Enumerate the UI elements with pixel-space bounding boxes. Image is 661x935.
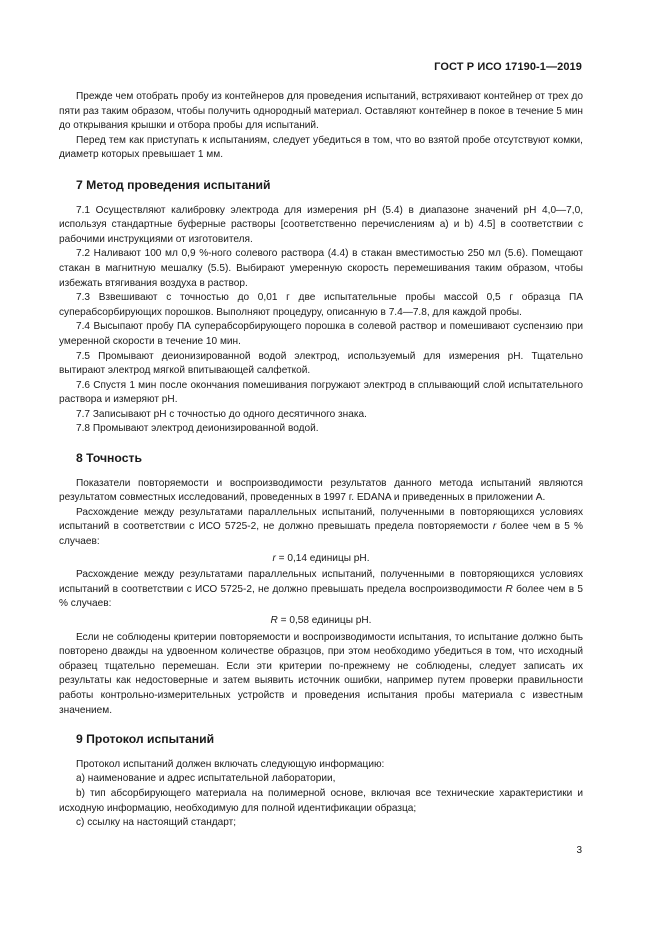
clause-7-1: 7.1 Осуществляют калибровку электрода для измерения pH (5.4) в диапазоне значений pH 4,0—7,0, используя стандартные буферные растворы [соответственно перечислениям а) и b) 4.5] в соответствии с рабочими инструкциями от изготовителя. bbox=[59, 204, 583, 245]
report-item-c: c) ссылку на настоящий стандарт; bbox=[76, 817, 237, 829]
clause-7-8: 7.8 Промывают электрод деионизированной водой. bbox=[76, 423, 319, 435]
section-7-heading: 7 Метод проведения испытаний bbox=[76, 177, 271, 192]
document-body bbox=[59, 90, 583, 831]
precision-paragraph-4: Если не соблюдены критерии повторяемости и воспроизводимости испытания, то испытание должно быть повторено дважды на удвоенном количестве образцов, при этом необходимо убедиться в том, что исходный образец тщательно перемешан. Если эти критерии по-прежнему не соблюдены, следует записать их результаты как недостоверные и затем выявить источник ошибки, например путем проверки правильности работы контрольно-измерительных устройств и проведения испытания пробы материала с известным значением. bbox=[59, 631, 583, 716]
reproducibility-paragraph: Расхождение между результатами параллельных испытаний, полученными в повторяющихся условиях испытаний в соответствии с ИСО 5725-2, не должно превышать предела воспроизводимости R более чем в 5 % случаев: bbox=[59, 569, 583, 610]
report-lead: Протокол испытаний должен включать следующую информацию: bbox=[76, 758, 385, 770]
clause-7-2: 7.2 Наливают 100 мл 0,9 %-ного солевого раствора (4.4) в стакан вместимостью 250 мл (5.6). Помещают стакан в магнитную мешалку (5.5). Выбирают умеренную скорость перемешивания таким образом, чтобы избежать втягивания воздуха в раствор. bbox=[59, 248, 583, 289]
repeatability-formula: r = 0,14 единицы pH. bbox=[272, 552, 370, 564]
repeatability-paragraph: Расхождение между результатами параллельных испытаний, полученными в повторяющихся условиях испытаний в соответствии с ИСО 5725-2, не должно превышать предела повторяемости r более чем в 5 % случаев: bbox=[59, 506, 583, 548]
intro-paragraph-2: Перед тем как приступать к испытаниям, следует убедиться в том, что во взятой пробе отсутствуют комки, диаметр которых превышает 1 мм. bbox=[59, 134, 583, 161]
section-9-heading: 9 Протокол испытаний bbox=[76, 732, 215, 747]
standard-code: ГОСТ Р ИСО 17190-1—2019 bbox=[434, 61, 582, 73]
section-8-heading: 8 Точность bbox=[76, 451, 142, 466]
clause-7-6: 7.6 Спустя 1 мин после окончания помешивания погружают электрод в сплывающий слой испытательного раствора и измеряют pH. bbox=[59, 379, 583, 406]
clause-7-5: 7.5 Промывают деионизированной водой электрод, используемый для измерения pH. Тщательно вытирают электрод мягкой впитывающей салфеткой. bbox=[59, 350, 583, 377]
clause-7-3: 7.3 Взвешивают с точностью до 0,01 г две испытательные пробы массой 0,5 г образца ПА суперабсорбирующих порошков. Выполняют процедуру, описанную в 7.4—7.8, для каждой пробы. bbox=[59, 292, 583, 318]
report-item-a: a) наименование и адрес испытательной лаборатории, bbox=[76, 773, 336, 785]
precision-paragraph-1: Показатели повторяемости и воспроизводимости результатов данного метода испытаний являются результатом совместных исследований, проведенных в 1997 г. EDANA и приведенных в приложении А. bbox=[59, 477, 583, 504]
clause-7-7: 7.7 Записывают pH с точностью до одного десятичного знака. bbox=[76, 408, 367, 420]
intro-paragraph-1: Прежде чем отобрать пробу из контейнеров для проведения испытаний, встряхивают контейнер от трех до пяти раз таким образом, чтобы получить однородный материал. Оставляют контейнер в покое в течение 5 мин до открывания крышки и отбора пробы для испытаний. bbox=[59, 91, 583, 132]
clause-7-4: 7.4 Высыпают пробу ПА суперабсорбирующего порошка в солевой раствор и помешивают суспензию при умеренной скорости в течение 10 мин. bbox=[59, 321, 583, 347]
report-item-b: b) тип абсорбирующего материала на полимерной основе, включая все технические характеристики и исходную информацию, необходимую для полной идентификации образца; bbox=[59, 787, 583, 814]
page-number: 3 bbox=[576, 845, 582, 856]
reproducibility-formula: R = 0,58 единицы pH. bbox=[270, 615, 372, 626]
